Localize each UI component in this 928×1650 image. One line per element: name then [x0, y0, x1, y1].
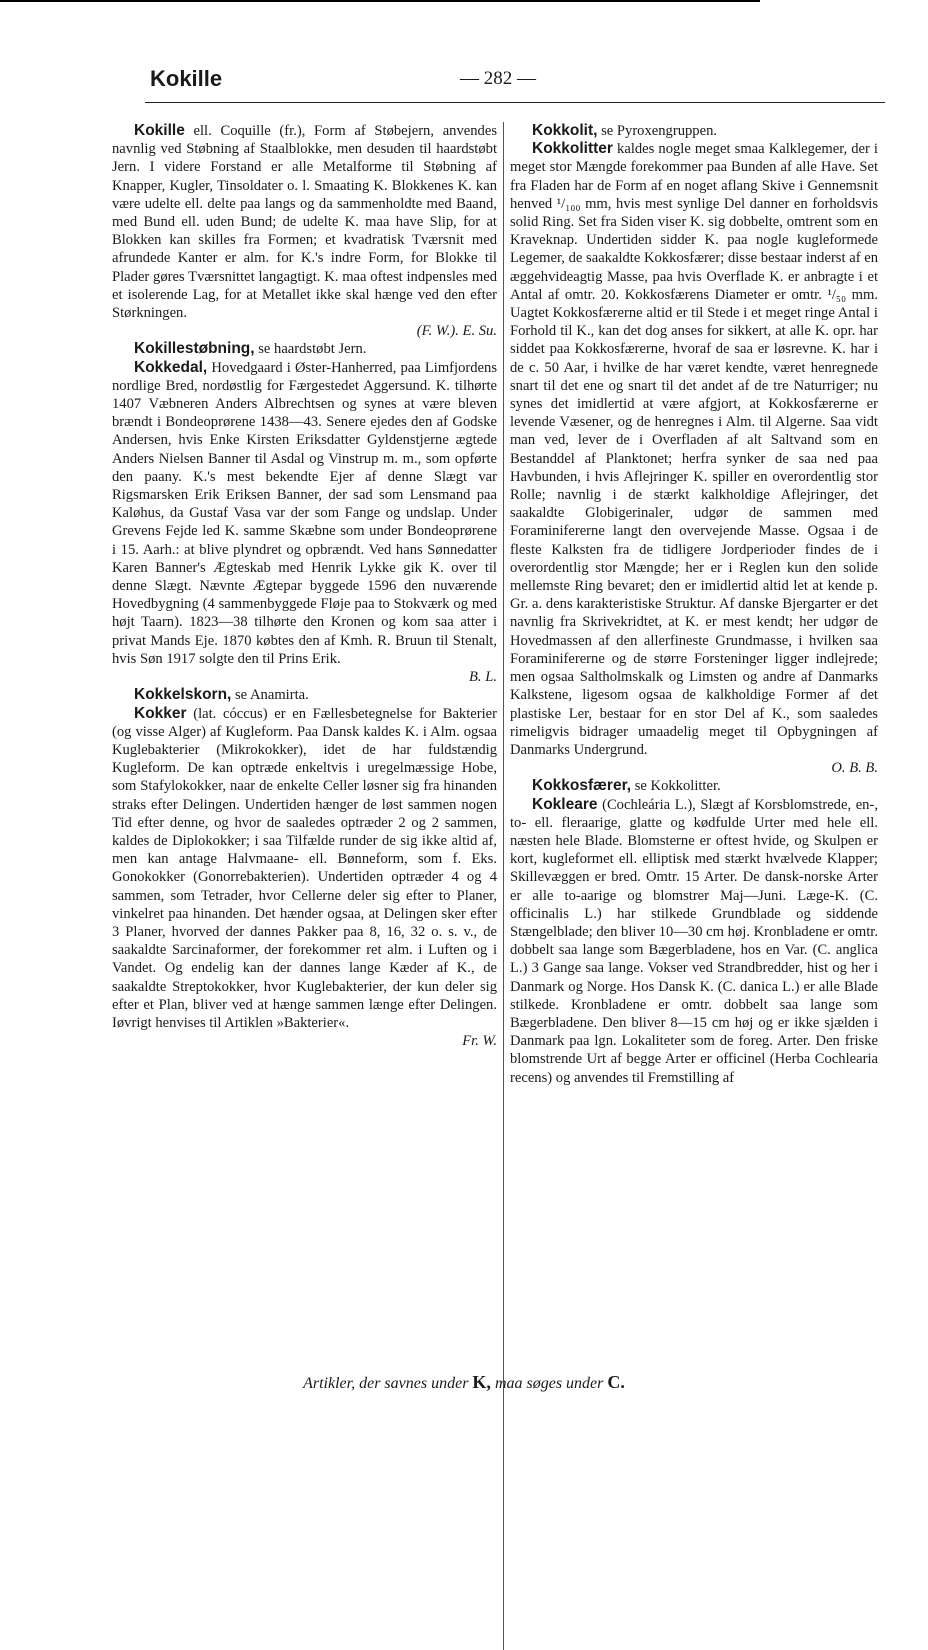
entry-kokkelskorn: [112, 686, 497, 704]
headword: Kokker: [134, 704, 187, 722]
top-border-line: [0, 0, 760, 2]
entry-kokkolitter: [510, 140, 878, 759]
entry-text: se haardstøbt Jern.: [254, 341, 367, 358]
headword: Kokkolit,: [532, 122, 598, 139]
entry-kokille: [112, 122, 497, 322]
headword: Kokkolitter: [532, 140, 613, 158]
entry-text: (Cochleária L.), Slægt af Korsblomstrede, en-, to- ell. fleraarige, glatte og kødfulde Urter med hele ell. næsten hele Blade. Blomsterne er oftest hvide, og Skulpen er kort, kugleformet ell. elliptisk med stærkt hvælvede Klapper; Skillevæggen er bred. Omtr. 15 Arter. De dansk-norske Arter er alle to-aarige og blomstrer Maj—Juni. Læge-K. (C. officinalis L.) har stilkede Grundblade og siddende Stængelblade; den bliver 10—30 cm høj. Kronbladene er omtr. dobbelt saa lange som Bægerbladene, hos en Var. (C. anglica L.) 3 Gange saa lange. Vokser ved Strandbredder, hist og her i Danmark og Norge. Hos Dansk K. (C. danica L.) er alle Blade stilkede. Kronbladene er omtr. dobbelt saa lange som Bægerbladene. Den bliver 8—15 cm høj og er ikke sjælden i Danmark paa lgn. Lokaliteter som de foreg. Arter. Den friske blomstrende Urt af begge Arter er officinel (Herba Cochlearia recens) og anvendes til Fremstilling af: [510, 796, 879, 1086]
footer-text-mid: maa søges under: [490, 1375, 608, 1392]
entry-signature: O. B. B.: [831, 760, 878, 777]
footer-text-pre: Artikler, der savnes under: [303, 1375, 473, 1392]
entry-signature: B. L.: [469, 669, 497, 686]
headword: Kokkelskorn,: [134, 686, 232, 704]
footer-note: [0, 1372, 928, 1393]
entry-kokkedal: [112, 359, 497, 668]
headword: Kokleare: [532, 795, 598, 813]
footer-letter-c: C.: [607, 1372, 625, 1392]
header-rule: [145, 102, 885, 103]
entry-kokillestobning: [112, 340, 497, 358]
page-number: — 282 —: [460, 68, 536, 89]
header-word: Kokille: [150, 66, 223, 91]
entry-signature: (F. W.). E. Su.: [416, 323, 497, 340]
headword: Kokkosfærer,: [532, 777, 632, 795]
footer-letter-k: K,: [472, 1372, 491, 1392]
entry-kokkolit: [510, 122, 878, 140]
page-header: [150, 66, 760, 96]
entry-signature: Fr. W.: [462, 1033, 497, 1050]
entry-text: se Kokkolitter.: [631, 778, 721, 795]
entry-text: ell. Coquille (fr.), Form af Støbejern, anvendes navnlig ved Støbning af Staalblokke, men desuden til haardstøbt Jern. I videre Forstand er alle Metalforme til Støbning af Knapper, Kugler, Tinsoldater o. l. Smaating K. Blokkenes K. kan være udelte ell. delte paa langs og da sammenholdte med Baand, med Bund ell. uden Bund; de udelte K. maa have Slip, for at Blokken kan skilles fra Formen; et kvadratisk Tværsnit med afrundede Kanter er alm. for K.'s indre Form, for Blokke til Plader gøres Tværsnittet langagtigt. K. maa oftest indpensles med et isolerende Lag, for at Metallet ikke skal hænge ved den efter Størkningen.: [112, 123, 497, 322]
entry-kokkosfaerer: [510, 777, 878, 795]
entry-kokleare: [510, 796, 878, 1087]
entry-text: se Anamirta.: [231, 687, 309, 704]
headword: Kokkedal,: [134, 358, 208, 376]
entry-text: se Pyroxengruppen.: [597, 123, 718, 139]
left-column: [112, 122, 497, 1050]
entry-text: kaldes nogle meget smaa Kalklegemer, der i meget stor Mængde forekommer paa Bunden af alle Have. Set fra Fladen har de Form af en noget aflang Skive i Gennemsnit henved ¹/₁₀₀ mm, hvis mest synlige Del danner en forholdsvis solid Ring. Set fra Siden viser K. sig dobbelte, omtrent som en Kraveknap. Undertiden sidder K. paa nogle kugleformede Legemer, de saakaldte Kokkosfærer; disse bestaar inderst af en æggehvideagtig Masse, paa hvis Overflade K. er anbragte i et Antal af omtr. 20. Kokkosfærens Diameter er omtr. ¹/₅₀ mm. Uagtet Kokkosfærerne altid er til Stede i et meget ringe Antal i Forhold til K., kan det dog anses for sikkert, at alle K. opr. har siddet paa Kokkosfærerne, hvoraf de saa er løsrevne. K. har i de c. 50 Aar, i hvilke de har været kendte, været henregnede snart til det ene og snart til det andet af de tre Naturriger; nu synes det imidlertid at være afgjort, at Kokkosfærerne er levende Væsener, og de henregnes i Alm. til Algerne. Saa vidt man ved, lever de i Overfladen af alt Saltvand som en Bestanddel af Planktonet; herfra synker de saa ned paa Havbunden, i hvis Aflejringer K. spiller en overordentlig stor Rolle; navnlig i de stærkt kalkholdige Aflejringer, det saakaldte Globigerinaler, udgør de sammen med Foraminifererne langt den overvejende Masse. Ogsaa i de fleste Kalksten fra de tidligere Jordperioder findes de i overordentlig stor Mængde; her er i Reglen kun den solide mellemste Ring bevaret; den er imidlertid altid let at kende p. Gr. a. dens karakteristiske Struktur. Af danske Bjergarter er det navnlig fra Skrivekridtet, at K. er mest kendt; her udgør de Hovedmassen af den allerfineste Grundmasse, i hvilken saa Foraminifererne og de større Forsteninger ligger indlejrede; men ogsaa Saltholmskalk og Limsten og andre af Danmarks Kalkstene, ligesom ogsaa de kalkholdige Former af det plastiske Ler, bestaar for en stor Del af K., som saaledes rimeligvis bidrager umaadelig meget til Opbygningen af Danmarks Undergrund.: [510, 141, 878, 758]
headword: Kokille: [134, 122, 185, 139]
right-column: [510, 122, 878, 1087]
entry-text: Hovedgaard i Øster-Hanherred, paa Limfjordens nordlige Bred, nordøstlig for Færgestedet Aggersund. K. tilhørte 1407 Væbneren Anders Albrechtsen og synes at være bleven brændt i Bondeoprørene 1438—43. Senere ejedes den af Godske Andersen, hvis Enke Kirsten Eriksdatter Gyldenstjerne ægtede Anders Nielsen Banner til Asdal og Vinstrup m. m., som opførte den paany. K.'s mest bekendte Ejer af denne Slægt var Rigsmarsken Erik Eriksen Banner, der sad som Lensmand paa Kaløhus, da Gustaf Vasa var der som Fange og undslap. Under Grevens Fejde led K. samme Skæbne som under Bondeoprørene i 15. Aarh.: at blive plyndret og opbrændt. Ved hans Sønnedatter Karen Banner's Ægteskab med Henrik Lykke gik K. over til denne Slægt. Nævnte Ægtepar byggede 1596 den nuværende Hovedbygning (4 sammenbyggede Fløje paa to Stokværk og med højt Taarn). 1823—38 tilhørte den Kronen og kom saa atter i privat Mands Eje. 1870 købtes den af Kmh. R. Bruun til Stenalt, hvis Søn 1917 solgte den til Prins Erik.: [112, 359, 497, 667]
entry-text: (lat. cóccus) er en Fællesbetegnelse for Bakterier (og visse Alger) af Kugleform. Paa Dansk kaldes K. i Alm. ogsaa Kuglebakterier (Mikrokokker), idet de har fuldstændig Kugleform. De kan optræde enkeltvis i uregelmæssige Hobe, som Stafylokokker, naar de enkelte Celler løsner sig fra hinanden straks efter Delingen. Undertiden hænger de løst sammen nogen Tid efter denne, og hvor de saaledes optræder 2 og 2 sammen, kaldes de Diplokokker; i saa Tilfælde runder de sig ikke altid af, men kan antage Halvmaane- ell. Bønneform, som f. Eks. Gonokokker (Gonorrebakterien). Undertiden optræder 4 og 4 sammen, som Tetrader, hvor Cellerne deler sig efter to Planer, vinkelret paa hinanden. Det hænder ogsaa, at Delingen sker efter 3 Planer, hvorved der dannes Pakker paa 8, 16, 32 o. s. v., de saakaldte Sarcinaformer, der forekommer ret alm. i Luften og i Vandet. Og endelig kan der dannes lange Kæder af K., de saakaldte Streptokokker, hvor Kuglebakterier, der kun deler sig efter et Plan, bliver ved at hænge sammen længe efter Delingen. Iøvrigt henvises til Artiklen »Bakterier«.: [112, 705, 497, 1031]
entry-kokker: [112, 705, 497, 1033]
column-divider: [503, 122, 504, 1650]
headword: Kokillestøbning,: [134, 340, 255, 358]
